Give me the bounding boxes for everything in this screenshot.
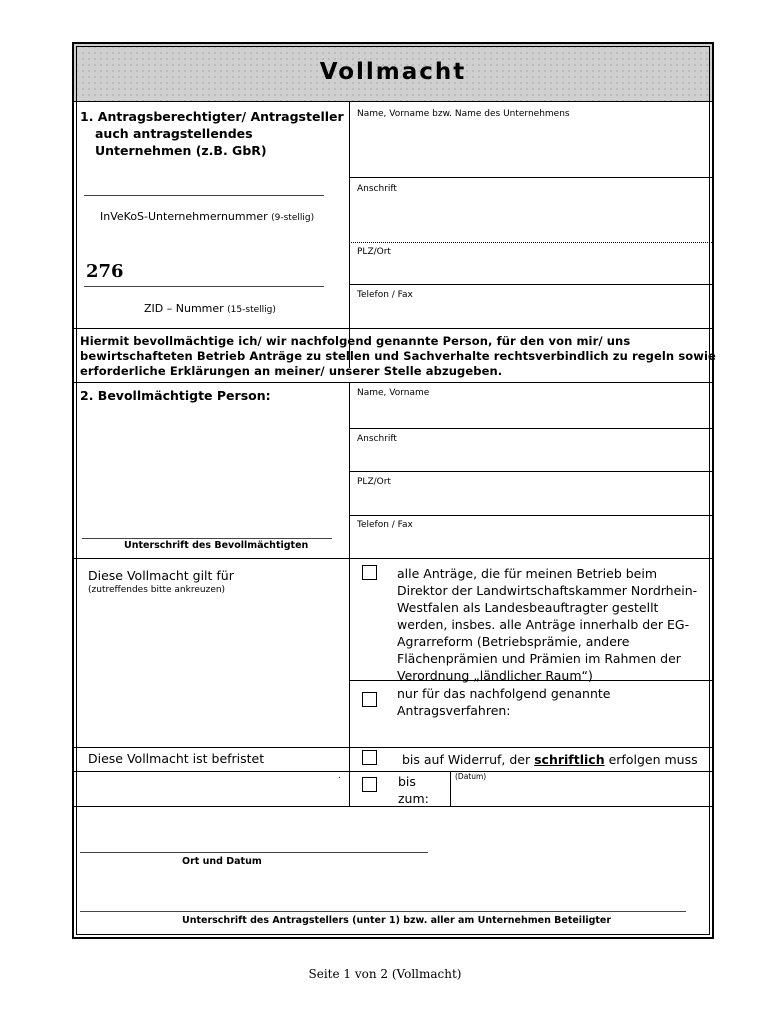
scope-note: (zutreffendes bitte ankreuzen): [88, 585, 226, 595]
proxy-name-field[interactable]: [350, 400, 712, 427]
place-date-field[interactable]: [80, 824, 428, 851]
page-footer: Seite 1 von 2 (Vollmacht): [308, 967, 462, 981]
scope-all-checkbox[interactable]: [362, 565, 377, 580]
section1-heading-line1: 1. Antragsberechtigter/ Antragsteller: [80, 109, 344, 124]
proxy-signature-line: [82, 538, 332, 539]
applicant-phone-label: Telefon / Fax: [357, 290, 413, 300]
limit-revocation-checkbox[interactable]: [362, 750, 377, 765]
applicant-signature-line: [80, 911, 686, 912]
invekos-label: [100, 210, 314, 223]
section1-heading-line3: Unternehmen (z.B. GbR): [95, 143, 267, 158]
section1-city-line: [349, 284, 712, 285]
proxy-phone-field[interactable]: [350, 532, 712, 557]
scope-all-line7: Verordnung „ländlicher Raum“): [397, 668, 593, 683]
proxy-signature-label: Unterschrift des Bevollmächtigten: [124, 540, 309, 551]
scope-all-text: [397, 565, 697, 684]
invekos-number-field[interactable]: [84, 177, 324, 194]
applicant-city-field[interactable]: [350, 259, 712, 283]
applicant-address-label: Anschrift: [357, 184, 397, 194]
statement-line3: erforderliche Erklärungen an meiner/ unserer Stelle abzugeben.: [80, 364, 503, 378]
scope-all-line3: Westfalen als Landesbeauftragter gestellt: [397, 600, 659, 615]
invekos-note: (9-stellig): [271, 213, 315, 223]
statement-bottom-line: [74, 382, 712, 383]
proxy-name-label: Name, Vorname: [357, 388, 430, 398]
scope-divider: [349, 558, 350, 806]
zid-number-value[interactable]: 276: [86, 261, 124, 282]
section2-bottom-line: [74, 558, 712, 559]
section1-bottom-line: [74, 328, 712, 329]
section2-heading: 2. Bevollmächtigte Person:: [80, 388, 271, 403]
section1-name-line: [349, 177, 712, 178]
zid-label-text: ZID – Nummer: [144, 302, 224, 315]
power-of-attorney-form: [72, 42, 714, 939]
scope-label: Diese Vollmacht gilt für: [88, 568, 234, 583]
scope-all-line5: Agrarreform (Betriebsprämie, andere: [397, 634, 630, 649]
limit-revocation-emph: schriftlich: [534, 752, 605, 767]
applicant-name-field[interactable]: [350, 122, 712, 176]
place-date-line: [80, 852, 428, 853]
limit-date-checkbox[interactable]: [362, 777, 377, 792]
limit-revocation-post: erfolgen muss: [608, 752, 698, 767]
form-title: Vollmacht: [319, 59, 467, 85]
zid-number-line: [84, 286, 324, 287]
scope-specific-text: [397, 685, 610, 719]
scope-all-line4: werden, insbes. alle Anträge innerhalb der EG-: [397, 617, 690, 632]
applicant-address-field[interactable]: [350, 196, 712, 241]
statement-line2: bewirtschafteten Betrieb Anträge zu stellen und Sachverhalte rechtsverbindlich zu regeln sowie: [80, 349, 716, 363]
section1-address-line: [349, 242, 712, 243]
proxy-city-label: PLZ/Ort: [357, 477, 391, 487]
invekos-number-line: [84, 195, 324, 196]
limit-date-field[interactable]: [451, 782, 711, 805]
zid-label: [144, 302, 276, 315]
limit-bottom-line: [74, 806, 712, 807]
scope-specific-checkbox[interactable]: [362, 692, 377, 707]
zid-note: (15-stellig): [227, 305, 276, 315]
proxy-phone-label: Telefon / Fax: [357, 520, 413, 530]
scope-all-line2: Direktor der Landwirtschaftskammer Nordrhein-: [397, 583, 698, 598]
scope-all-line6: Flächenprämien und Prämien im Rahmen der: [397, 651, 681, 666]
applicant-city-label: PLZ/Ort: [357, 247, 391, 257]
proxy-city-field[interactable]: [350, 489, 712, 514]
proxy-address-field[interactable]: [350, 446, 712, 470]
applicant-signature-field[interactable]: [80, 884, 686, 910]
applicant-phone-field[interactable]: [350, 302, 712, 327]
scope-specific-line1: nur für das nachfolgend genannte: [397, 686, 611, 701]
proxy-signature-field[interactable]: [82, 514, 332, 537]
limit-dot: .: [338, 771, 341, 781]
invekos-label-text: InVeKoS-Unternehmernummer: [100, 210, 268, 223]
place-date-label: Ort und Datum: [182, 856, 262, 867]
limit-date-text: [398, 773, 429, 807]
authorization-statement: [80, 334, 716, 379]
scope-bottom-line: [74, 747, 712, 748]
scope-all-line1: alle Anträge, die für meinen Betrieb beim: [397, 566, 658, 581]
limit-label: Diese Vollmacht ist befristet: [88, 751, 265, 766]
applicant-signature-label: Unterschrift des Antragstellers (unter 1) bzw. aller am Unternehmen Beteiligter: [182, 915, 612, 926]
section2-name-line: [349, 428, 712, 429]
applicant-name-label: Name, Vorname bzw. Name des Unternehmens: [357, 109, 570, 119]
limit-revocation-pre: bis auf Widerruf, der: [402, 752, 531, 767]
section1-heading-line2: auch antragstellendes: [95, 126, 253, 141]
scope-specific-line2: Antragsverfahren:: [397, 703, 511, 718]
limit-middle-line: [74, 771, 712, 772]
limit-revocation-text: [402, 751, 698, 768]
limit-date-line1: bis: [398, 774, 416, 789]
date-note: (Datum): [455, 772, 487, 781]
proxy-address-label: Anschrift: [357, 434, 397, 444]
section2-address-line: [349, 471, 712, 472]
statement-line1: Hiermit bevollmächtige ich/ wir nachfolgend genannte Person, für den von mir/ uns: [80, 334, 631, 348]
section2-city-line: [349, 515, 712, 516]
title-banner: [74, 44, 712, 102]
limit-date-line2: zum:: [398, 791, 429, 806]
